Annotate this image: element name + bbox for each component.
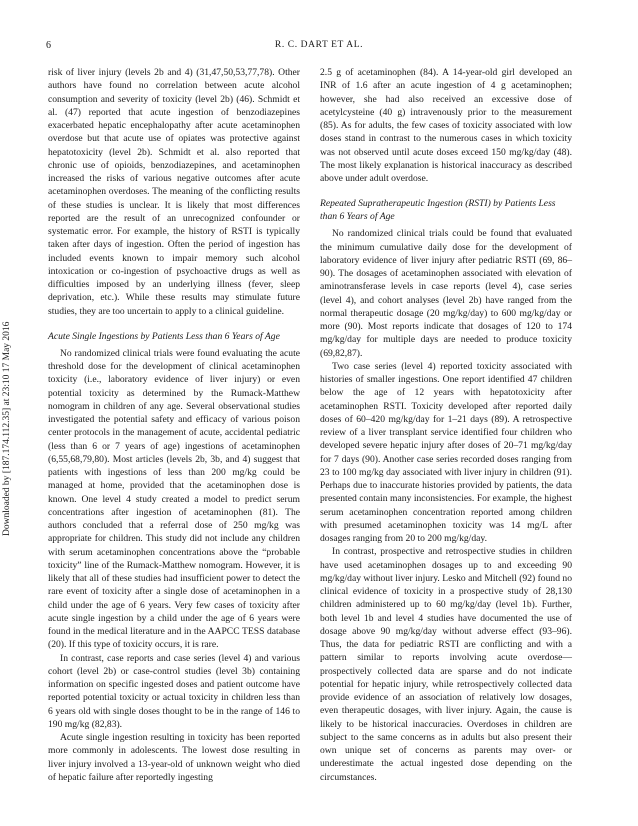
left-paragraph-4: Acute single ingestion resulting in toxicity has been reported more commonly in adolescents. The lowest dose resulting in liver injury involved a 13-year-old of unknown weight who died of hepatic failure after reportedly ingesting bbox=[48, 732, 300, 783]
section-heading-acute-single-ingestions: Acute Single Ingestions by Patients Less than 6 Years of Age bbox=[48, 330, 280, 342]
page-number: 6 bbox=[46, 40, 51, 51]
left-paragraph-1: risk of liver injury (levels 2b and 4) (31,47,50,53,77,78). Other authors have found no correlation between acute alcohol consumption and severity of toxicity (level 2b) (46). Schmidt et al. (47) reported that acute ingestion of benzodiazepines exacerbated hepatic encephalopathy after acute acetaminophen overdose but that acute use of opiates was protective against hepatotoxicity (level 2b). Schmidt et al. also reported that chronic use of opioids, benzodiazepines, and acetaminophen increased the risks of various negative outcomes after acute acetaminophen overdoses. The meaning of the conflicting results of these studies is unclear. It is likely that most differences reported are the result of an unrecognized confounder or systematic error. For example, the history of RSTI is typically taken after days of ingestion. Often the period of ingestion has included events known to impair memory such alcohol intoxication or co-ingestion of psychoactive drugs as well as difficulties imposed by an underlying illness (fever, sleep deprivation, etc.). While these results may stimulate future studies, they are too uncertain to apply to a clinical guideline. bbox=[48, 67, 300, 317]
right-column bbox=[320, 66, 572, 784]
left-paragraph-2: No randomized clinical trials were found evaluating the acute threshold dose for the development of clinical acetaminophen toxicity (i.e., laboratory evidence of liver injury) or even potential toxicity as determined by the Rumack-Matthew nomogram in children of any age. Several observational studies investigated the potential safety and efficacy of various poison center protocols in the management of acute, accidental pediatric (less than 6 or 7 years of age) ingestions of acetaminophen (6,55,68,79,80). Most articles (levels 2b, 3b, and 4) suggest that patients with ingestions of less than 200 mg/kg could be managed at home, provided that the acetaminophen dose is known. One level 4 study created a model to predict serum concentrations after ingestion of acetaminophen (81). The authors concluded that a referral dose of 250 mg/kg was appropriate for children. This study did not include any children with serum acetaminophen concentrations above the “probable toxicity” line of the Rumack-Matthew nomogram. However, it is likely that all of these studies had insufficient power to detect the rare event of toxicity after a single dose of acetaminophen in a child under the age of 6 years. Very few cases of toxicity after acute single ingestion by a child under the age of 6 years were found in the medical literature and in the AAPCC TESS database (20). If this type of toxicity occurs, it is rare. bbox=[48, 347, 300, 651]
running-head: R. C. DART ET AL. bbox=[274, 40, 364, 50]
download-watermark: Downloaded by [187.174.112.35] at 23:10 17 May 2016 bbox=[2, 321, 12, 536]
section-heading-repeated-supratherapeutic: Repeated Supratherapeutic Ingestion (RSTI) by Patients Less than 6 Years of Age bbox=[320, 198, 556, 223]
page-header bbox=[0, 40, 638, 54]
left-paragraph-3: In contrast, case reports and case series (level 4) and various cohort (level 2b) or case-control studies (level 3b) containing information on specific ingested doses and patient outcome have reported potential toxicity or actual toxicity in children less than 6 years old with single doses thought to be in the range of 146 to 190 mg/kg (82,83). bbox=[48, 652, 300, 730]
right-paragraph-2: No randomized clinical trials could be found that evaluated the minimum cumulative daily dose for the development of laboratory evidence of liver injury after pediatric RSTI (69, 86–90). The dosages of acetaminophen associated with elevation of aminotransferase levels in case reports (level 4), case series (level 4), and cohort analyses (level 2b) have ranged from the normal therapeutic dosage (20 mg/kg/day) to 600 mg/kg/day or more (90). Most reports indicate that dosages of 120 to 174 mg/kg/day for multiple days are needed to produce toxicity (69,82,87). bbox=[320, 228, 572, 359]
right-paragraph-1: 2.5 g of acetaminophen (84). A 14-year-old girl developed an INR of 1.6 after an acute ingestion of 4 g acetaminophen; however, she had also received an excessive dose of acetylcysteine (40 g) intravenously prior to the measurement (85). As for adults, the few cases of toxicity associated with low doses stand in contrast to the numerous cases in which toxicity was not observed until acute doses exceed 150 mg/kg/day (48). The most likely explanation is historical inaccuracy as described above under adult overdose. bbox=[320, 67, 572, 184]
right-paragraph-3: Two case series (level 4) reported toxicity associated with histories of smaller ingestions. One report identified 47 children below the age of 12 years with hepatotoxicity after acetaminophen RSTI. Toxicity developed after reported daily doses of 60–420 mg/kg/day for 1–21 days (89). A retrospective review of a liver transplant service identified four children who developed severe hepatic injury after doses of 20–71 mg/kg/day for 7 days (90). Another case series recorded doses ranging from 23 to 100 mg/kg day associated with liver injury in children (91). Perhaps due to inaccurate histories provided by patients, the data presented contain many inconsistencies. For example, the highest serum acetaminophen concentration reported among children with presumed acetaminophen toxicity was 14 mg/L after dosages ranging from 20 to 200 mg/kg/day. bbox=[320, 360, 572, 544]
left-column bbox=[48, 66, 300, 784]
right-paragraph-4: In contrast, prospective and retrospective studies in children have used acetaminophen dosages up to and exceeding 90 mg/kg/day without liver injury. Lesko and Mitchell (92) found no clinical evidence of toxicity in a prospective study of 28,130 children administered up to 60 mg/kg/day (level 1b). Further, both level 1b and level 4 studies have documented the use of dosage above 90 mg/kg/day without adverse effect (93–96). Thus, the data for pediatric RSTI are conflicting and with a pattern similar to reports involving acute overdose—prospectively collected data are sparse and do not indicate potential for hepatic injury, while retrospectively collected data provide evidence of an association of relatively low dosages, even therapeutic dosages, with liver injury. Again, the cause is likely to be historical inaccuracies. Overdoses in children are subject to the same concerns as in adults but also present their own unique set of concerns as parents may over- or underestimate the actual ingested dose depending on the circumstances. bbox=[320, 546, 572, 783]
